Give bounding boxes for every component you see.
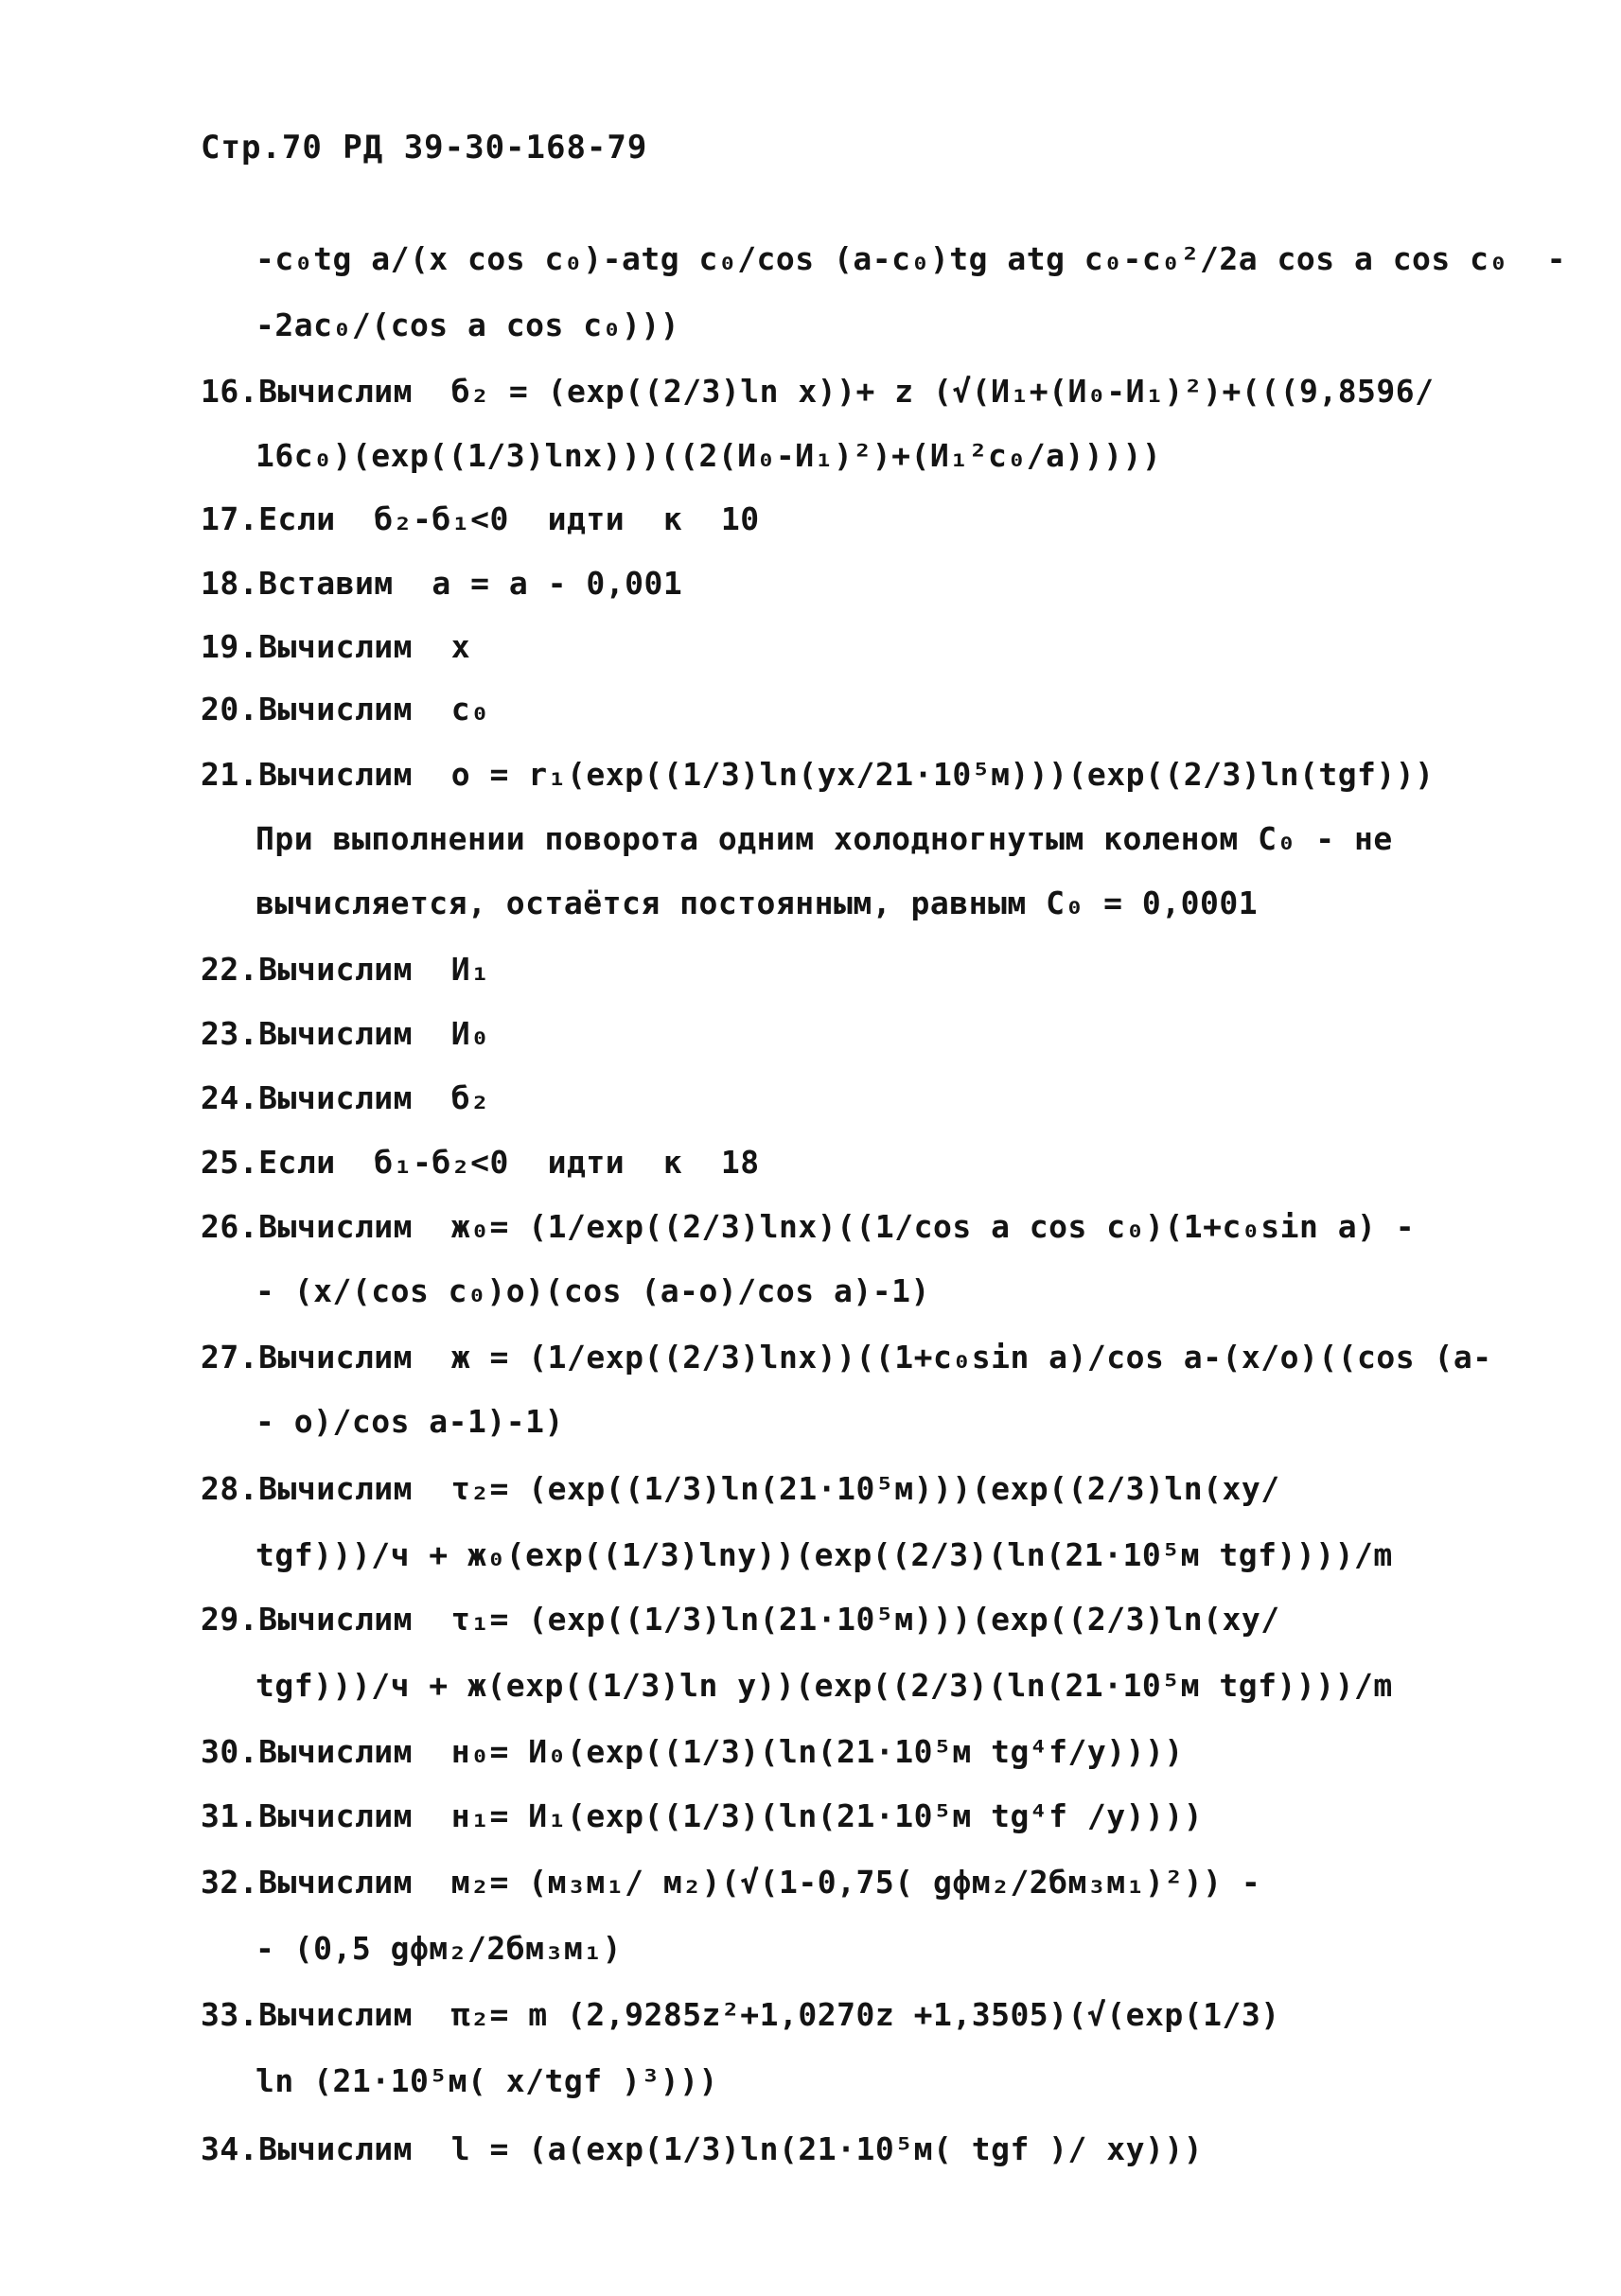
step-27: 27.Вычислим ж = (1/exp((2/3)lnx))((1+c₀sin a)/cos a-(x/o)((cos (a- (201, 1339, 1492, 1376)
formula-line: tgf)))/ч + ж(exp((1/3)ln y))(exp((2/3)(ln(21·10⁵м tgf))))/m (255, 1667, 1393, 1704)
step-21: 21.Вычислим o = r₁(exp((1/3)ln(yx/21·10⁵м)))(exp((2/3)ln(tgf))) (201, 756, 1435, 793)
step-24: 24.Вычислим б₂ (201, 1079, 490, 1116)
formula-line: - (x/(cos c₀)o)(cos (a-o)/cos a)-1) (255, 1272, 930, 1309)
step-26: 26.Вычислим ж₀= (1/exp((2/3)lnx)((1/cos a cos c₀)(1+c₀sin a) - (201, 1208, 1416, 1245)
step-32: 32.Вычислим м₂= (м₃м₁/ м₂)(√(1-0,75( gфм₂/2бм₃м₁)²)) - (201, 1864, 1261, 1901)
page-header: Стр.70 РД 39-30-168-79 (201, 129, 648, 167)
formula-line: 16c₀)(exp((1/3)lnx)))((2(И₀-И₁)²)+(И₁²c₀/a))))) (255, 437, 1162, 474)
formula-line: - (0,5 gфм₂/2бм₃м₁) (255, 1930, 622, 1967)
step-28: 28.Вычислим τ₂= (exp((1/3)ln(21·10⁵м)))(exp((2/3)ln(xy/ (201, 1470, 1280, 1507)
step-25: 25.Если б₁-б₂<0 идти к 18 (201, 1144, 760, 1181)
step-33: 33.Вычислим π₂= m (2,9285z²+1,0270z +1,3505)(√(exp(1/3) (201, 1996, 1280, 2033)
step-22: 22.Вычислим И₁ (201, 951, 490, 988)
formula-line: -2ac₀/(cos a cos c₀))) (255, 307, 680, 343)
step-23: 23.Вычислим И₀ (201, 1015, 490, 1052)
step-31: 31.Вычислим н₁= И₁(exp((1/3)(ln(21·10⁵м tg⁴f /y)))) (201, 1797, 1204, 1834)
formula-line: -c₀tg a/(x cos c₀)-atg c₀/cos (a-c₀)tg atg c₀-c₀²/2a cos a cos c₀ - (255, 240, 1567, 277)
formula-line: ln (21·10⁵м( x/tgf )³))) (255, 2062, 718, 2099)
formula-line: - o)/cos a-1)-1) (255, 1403, 564, 1440)
step-34: 34.Вычислим l = (a(exp(1/3)ln(21·10⁵м( tgf )/ xy))) (201, 2130, 1204, 2167)
step-30: 30.Вычислим н₀= И₀(exp((1/3)(ln(21·10⁵м tg⁴f/y)))) (201, 1733, 1184, 1770)
step-19: 19.Вычислим x (201, 628, 471, 665)
step-29: 29.Вычислим τ₁= (exp((1/3)ln(21·10⁵м)))(exp((2/3)ln(xy/ (201, 1601, 1280, 1638)
note-line: При выполнении поворота одним холодногнутым коленом C₀ - не (255, 820, 1393, 857)
step-18: 18.Вставим a = a - 0,001 (201, 565, 683, 602)
note-line: вычисляется, остаётся постоянным, равным C₀ = 0,0001 (255, 885, 1259, 921)
step-20: 20.Вычислим c₀ (201, 691, 490, 727)
step-17: 17.Если б₂-б₁<0 идти к 10 (201, 500, 760, 537)
step-16: 16.Вычислим б₂ = (exp((2/3)ln x))+ z (√(И₁+(И₀-И₁)²)+(((9,8596/ (201, 373, 1435, 410)
formula-line: tgf)))/ч + ж₀(exp((1/3)lny))(exp((2/3)(ln(21·10⁵м tgf))))/m (255, 1536, 1393, 1573)
